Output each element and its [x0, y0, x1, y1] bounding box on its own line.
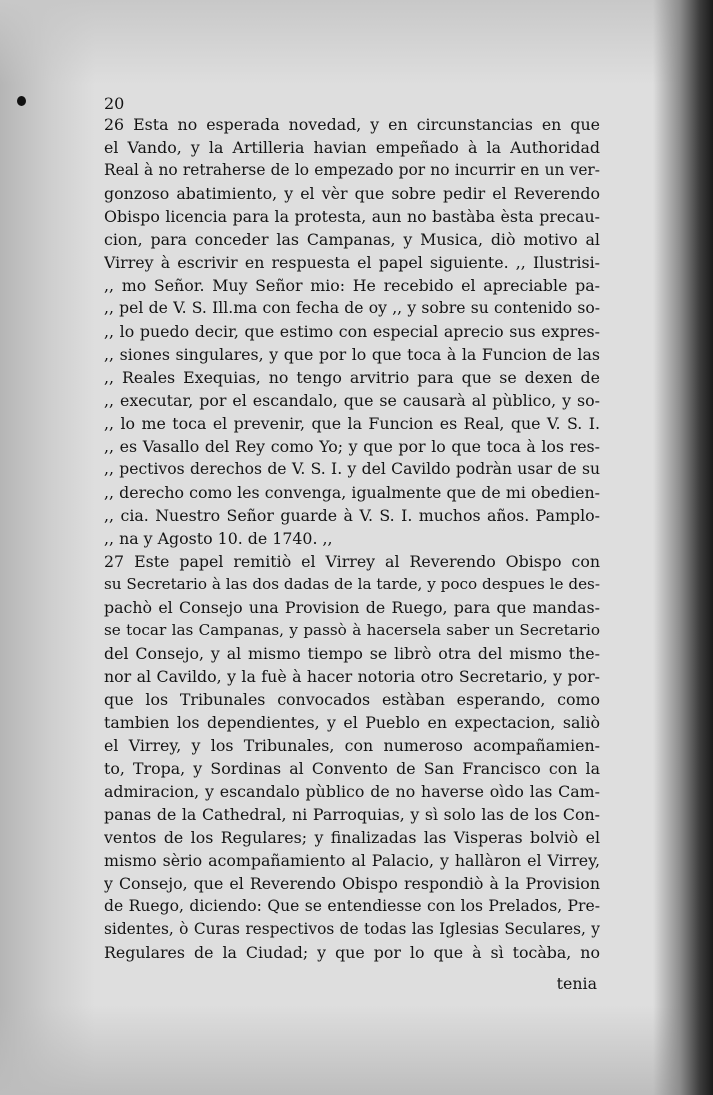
page-shadow-left [0, 0, 95, 1095]
text-line: ,, cia. Nuestro Señor guarde à V. S. I. muchos años. Pamplo- [104, 506, 600, 525]
text-line: ,, executar, por el escandalo, que se causarà al pùblico, y so- [104, 391, 600, 410]
text-line: Real à no retraherse de lo empezado por no incurrir en un ver- [104, 161, 600, 179]
text-line: de Ruego, diciendo: Que se entendiesse con los Prelados, Pre- [104, 897, 600, 915]
text-line: ,, Reales Exequias, no tengo arvitrio para que se dexen de [104, 368, 600, 387]
text-line: que los Tribunales convocados estàban esperando, como [104, 690, 600, 709]
text-line: sidentes, ò Curas respectivos de todas las Iglesias Seculares, y [104, 920, 600, 938]
text-line: su Secretario à las dos dadas de la tarde, y poco despues le des- [104, 575, 600, 593]
text-line: ,, pel de V. S. Ill.ma con fecha de oy ,, y sobre su contenido so- [104, 299, 600, 317]
text-line: y Consejo, que el Reverendo Obispo respondiò à la Provision [104, 874, 600, 893]
text-line: Virrey à escrivir en respuesta el papel siguiente. ,, Ilustrisi- [104, 253, 600, 272]
page-shadow-bottom [0, 1005, 713, 1095]
text-line: ,, lo me toca el prevenir, que la Funcion es Real, que V. S. I. [104, 414, 600, 433]
text-line: del Consejo, y al mismo tiempo se librò otra del mismo the- [104, 644, 600, 663]
text-line: cion, para conceder las Campanas, y Musica, diò motivo al [104, 230, 600, 249]
text-line: ,, pectivos derechos de V. S. I. y del Cavildo podràn usar de su [104, 460, 600, 478]
text-line: 27 Este papel remitiò el Virrey al Reverendo Obispo con [104, 552, 600, 571]
text-line: mismo sèrio acompañamiento al Palacio, y hallàron el Virrey, [104, 851, 600, 870]
text-line: tambien los dependientes, y el Pueblo en expectacion, saliò [104, 713, 600, 732]
page-number: 20 [104, 94, 125, 113]
text-line: ,, derecho como les convenga, igualmente que de mi obedien- [104, 483, 600, 502]
text-line: to, Tropa, y Sordinas al Convento de San Francisco con la [104, 759, 600, 778]
text-line: ventos de los Regulares; y finalizadas las Visperas bolviò el [104, 828, 600, 847]
text-line: ,, siones singulares, y que por lo que toca à la Funcion de las [104, 345, 600, 364]
text-line: panas de la Cathedral, ni Parroquias, y sì solo las de los Con- [104, 805, 600, 824]
text-line: Obispo licencia para la protesta, aun no bastàba èsta precau- [104, 207, 600, 226]
text-line: nor al Cavildo, y la fuè à hacer notoria otro Secretario, y por- [104, 667, 600, 686]
text-line: 26 Esta no esperada novedad, y en circunstancias en que [104, 115, 600, 134]
text-line: Regulares de la Ciudad; y que por lo que à sì tocàba, no [104, 943, 600, 962]
text-line: el Virrey, y los Tribunales, con numeroso acompañamien- [104, 736, 600, 755]
catchword: tenia [556, 974, 597, 993]
page-shadow-top [0, 0, 713, 85]
text-line: ,, lo puedo decir, que estimo con especial aprecio sus expres- [104, 322, 600, 341]
ink-blot-mark [17, 96, 26, 106]
text-line: admiracion, y escandalo pùblico de no haverse oìdo las Cam- [104, 782, 600, 801]
body-text [104, 113, 600, 964]
text-line: el Vando, y la Artilleria havian empeñado à la Authoridad [104, 138, 600, 157]
text-line: pachò el Consejo una Provision de Ruego, para que mandas- [104, 598, 600, 617]
text-line: ,, na y Agosto 10. de 1740. ,, [104, 529, 333, 548]
binding-shadow [653, 0, 713, 1095]
text-line: gonzoso abatimiento, y el vèr que sobre pedir el Reverendo [104, 184, 600, 203]
text-line: ,, mo Señor. Muy Señor mio: He recebido el apreciable pa- [104, 276, 600, 295]
text-line: ,, es Vasallo del Rey como Yo; y que por lo que toca à los res- [104, 437, 600, 456]
text-line: se tocar las Campanas, y passò à hacersela saber un Secretario [104, 621, 600, 639]
